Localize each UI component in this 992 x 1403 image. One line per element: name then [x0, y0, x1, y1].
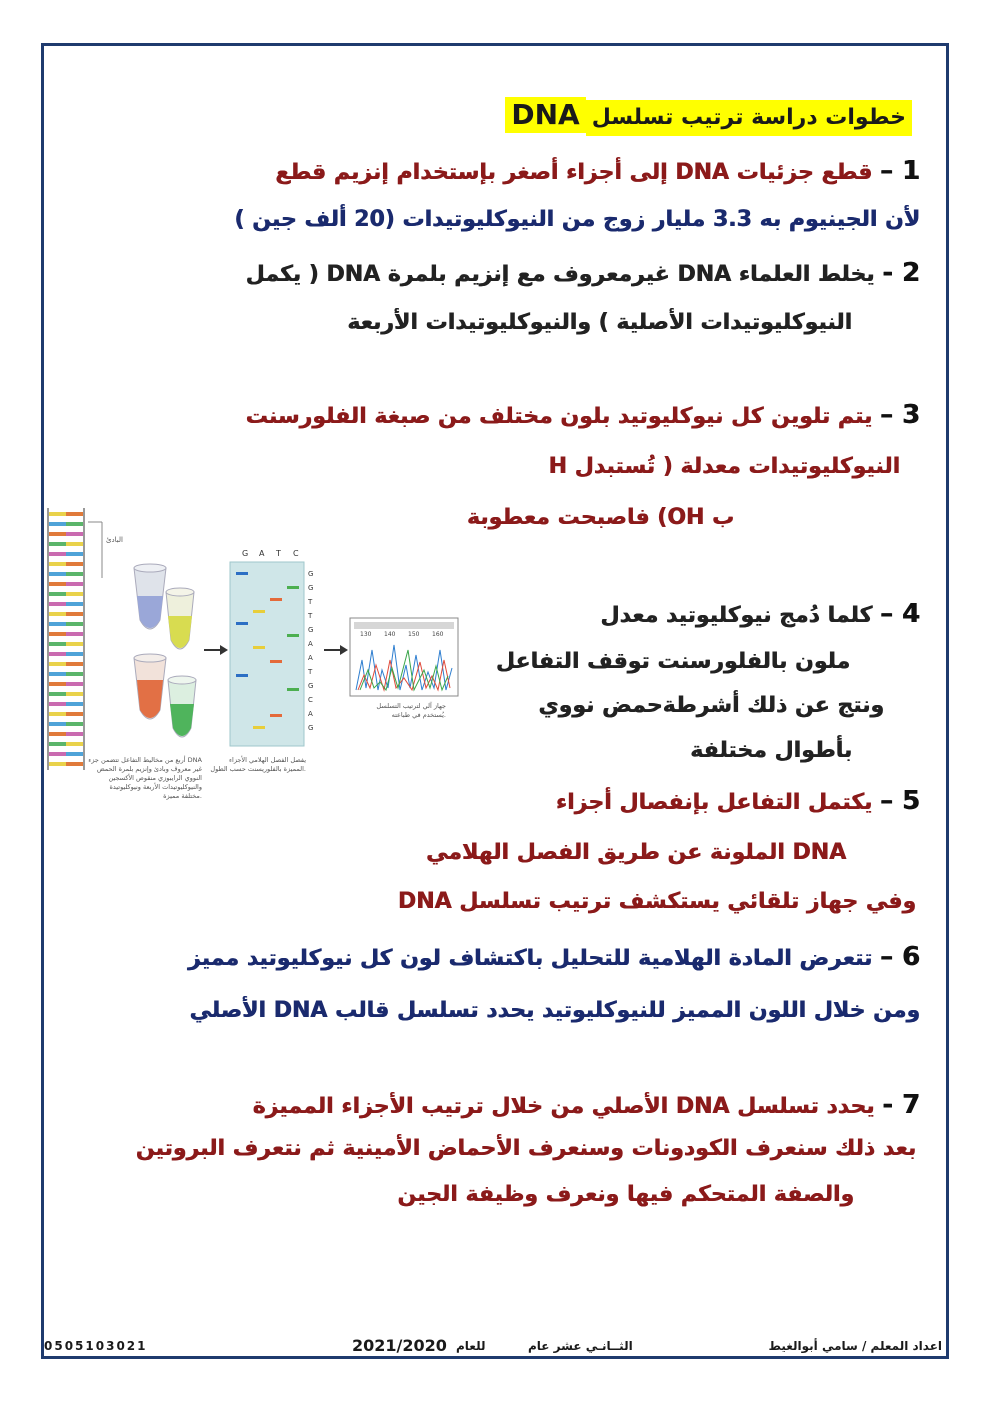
arrow-right-icon [324, 645, 348, 655]
dna-rung [49, 612, 66, 616]
step3-line1: 3 – يتم تلوين كل نيوكليوتيد بلون مختلف من صبغة الفلورسنت [245, 400, 920, 430]
title-dna: DNA [505, 97, 585, 133]
figure-caption-line: مختلفة مميزة. [163, 792, 202, 800]
step7-line2: بعد ذلك سنعرف الكودونات وسنعرف الأحماض الأمينية ثم نتعرف البروتين [135, 1136, 916, 1161]
dna-rung [49, 522, 66, 526]
dna-rung [49, 592, 66, 596]
figure-caption-line: يفصل الفصل الهلامي الأجزاء [228, 756, 306, 764]
dna-rung [49, 662, 66, 666]
dna-rung [49, 742, 66, 746]
step7-line3: والصفة المتحكم فيها ونعرف وظيفة الجين [397, 1182, 854, 1207]
step4-line4: بأطوال مختلفة [690, 738, 852, 763]
dna-rung [49, 642, 66, 646]
gel-sequence-letter: T [308, 598, 313, 606]
step7-line1: 7 - يحدد تسلسل DNA الأصلي من خلال ترتيب الأجزاء المميزة [252, 1090, 920, 1120]
dna-rung [49, 752, 66, 756]
gel-sequence-letter: C [308, 696, 313, 704]
gel-electrophoresis-plate [230, 562, 304, 746]
gel-sequence-letter: T [308, 612, 313, 620]
figure-caption-line: أربع من مخاليط التفاعل تتضمن جزء DNA [88, 756, 202, 764]
footer-author: اعداد المعلم / سامي أبوالغيط [768, 1339, 942, 1353]
step4-line2: ملون بالفلورسنت توقف التفاعل [495, 649, 850, 674]
gel-sequence-letter: A [308, 654, 313, 662]
dna-rung [49, 672, 66, 676]
gel-band [236, 622, 248, 625]
dna-rung [66, 592, 83, 596]
dna-rung [66, 672, 83, 676]
test-tube-a-icon [166, 588, 194, 649]
dna-rung [49, 562, 66, 566]
sequencer-position-number: 160 [432, 631, 444, 638]
dna-rung [66, 552, 83, 556]
dna-rung [66, 702, 83, 706]
gel-sequence-letter: G [308, 626, 314, 634]
step2-line2: النيوكليوتيدات الأصلية ) والنيوكليوتيدات الأربعة [347, 310, 852, 335]
step4-line3: ونتج عن ذلك أشرطةحمض نووي [538, 693, 884, 718]
gel-band [270, 598, 282, 601]
gel-sequence-letter: G [308, 682, 314, 690]
gel-band [270, 660, 282, 663]
figure-caption-line: المميزة بالفلوريسنت حسب الطول. [210, 765, 306, 773]
gel-band [287, 586, 299, 589]
dna-rung [49, 622, 66, 626]
dna-rung [66, 742, 83, 746]
footer-phone: 0505103021 [44, 1339, 148, 1353]
figure-caption-line: يُستخدم في طباعته. [391, 711, 446, 719]
sequencer-position-number: 130 [360, 631, 372, 638]
dna-rung [49, 762, 66, 766]
dna-rung [49, 552, 66, 556]
gel-band [287, 634, 299, 637]
gel-band [253, 726, 265, 729]
dna-rung [66, 752, 83, 756]
dna-rung [49, 602, 66, 606]
figure-caption-line: والنيوكليوتيدات الأربعة ونيوكليوتيدة [109, 783, 202, 791]
dna-sequencing-figure [44, 500, 490, 830]
step6-line1: 6 – تتعرض المادة الهلامية للتحليل باكتشاف لون كل نيوكليوتيد مميز [187, 942, 920, 972]
test-tube-c-icon [168, 676, 196, 737]
dna-rung [49, 732, 66, 736]
gel-band [270, 714, 282, 717]
dna-rung [49, 582, 66, 586]
step1-line2: لأن الجينيوم به 3.3 مليار زوج من النيوكليوتيدات (20 ألف جين ) [234, 207, 920, 232]
step2-line1: 2 - يخلط العلماء DNA غيرمعروف مع إنزيم بلمرة DNA ( يكمل [245, 258, 920, 288]
page-title [502, 97, 912, 133]
dna-rung [66, 572, 83, 576]
dna-rung [66, 652, 83, 656]
test-tube-g-icon [134, 564, 166, 629]
dna-rung [49, 542, 66, 546]
gel-band [253, 610, 265, 613]
step4-line1: 4 – كلما دُمج نيوكليوتيد معدل [600, 599, 920, 629]
dna-rung [66, 632, 83, 636]
dna-rung [66, 722, 83, 726]
gel-band [236, 572, 248, 575]
sequencer-position-number: 150 [408, 631, 420, 638]
dna-rung [66, 522, 83, 526]
dna-strand-icon [48, 508, 84, 770]
footer-year-prefix: للعام [456, 1339, 486, 1353]
step5-line1: 5 – يكتمل التفاعل بإنفصال أجزاء [555, 786, 920, 816]
dna-rung [66, 732, 83, 736]
step5-line3: وفي جهاز تلقائي يستكشف ترتيب تسلسل DNA [397, 889, 916, 914]
dna-rung [66, 762, 83, 766]
dna-rung [66, 562, 83, 566]
gel-sequence-letter: A [308, 710, 313, 718]
dna-rung [49, 572, 66, 576]
step1-line1: 1 – قطع جزئيات DNA إلى أجزاء أصغر بإستخدام إنزيم قطع [275, 156, 920, 186]
dna-rung [66, 662, 83, 666]
footer-year: 2021/2020 [352, 1336, 447, 1355]
dna-rung [49, 712, 66, 716]
gel-lane-label: T [276, 549, 281, 558]
step6-line2: ومن خلال اللون المميز للنيوكليوتيد يحدد تسلسل قالب DNA الأصلي [189, 998, 920, 1023]
gel-lane-label: A [259, 549, 265, 558]
gel-sequence-letter: T [308, 668, 313, 676]
dna-rung [66, 692, 83, 696]
gel-band [253, 646, 265, 649]
dna-rung [66, 532, 83, 536]
gel-sequence-letter: G [308, 584, 314, 592]
dna-rung [66, 512, 83, 516]
dna-rung [66, 612, 83, 616]
gel-sequence-letter: G [308, 570, 314, 578]
step3-line3: ب OH) فاصبحت معطوبة [466, 505, 734, 530]
dna-rung [49, 722, 66, 726]
figure-caption-line: النووي الرايبوزي منقوص الأكسجين [108, 774, 202, 782]
dna-rung [49, 532, 66, 536]
gel-sequence-letter: A [308, 640, 313, 648]
dna-rung [49, 702, 66, 706]
dna-rung [49, 512, 66, 516]
dna-rung [66, 582, 83, 586]
gel-lane-label: G [242, 549, 249, 558]
figure-caption-line: جهاز آلي لترتيب التسلسل [376, 702, 446, 710]
dna-rung [49, 682, 66, 686]
dna-rung [66, 622, 83, 626]
strand-label: البادئ [106, 536, 123, 544]
test-tube-t-icon [134, 654, 166, 719]
dna-rung [49, 652, 66, 656]
gel-sequence-letter: G [308, 724, 314, 732]
gel-band [236, 674, 248, 677]
title-text: خطوات دراسة ترتيب تسلسل [586, 100, 912, 136]
dna-rung [66, 712, 83, 716]
dna-rung [66, 542, 83, 546]
dna-rung [66, 682, 83, 686]
footer-grade: الثــانـي عشر عام [528, 1339, 633, 1353]
sequencer-position-number: 140 [384, 631, 396, 638]
dna-rung [49, 632, 66, 636]
step3-line2: النيوكليوتيدات معدلة ( تُستبدل H [548, 454, 900, 479]
arrow-right-icon [204, 645, 228, 655]
figure-caption-line: غير معروف وبادئ وإنزيم بلمرة الحمض [96, 765, 202, 773]
dna-rung [49, 692, 66, 696]
step5-line2: DNA الملونة عن طريق الفصل الهلامي [425, 840, 846, 865]
dna-rung [66, 642, 83, 646]
gel-band [287, 688, 299, 691]
dna-rung [66, 602, 83, 606]
gel-lane-label: C [293, 549, 299, 558]
